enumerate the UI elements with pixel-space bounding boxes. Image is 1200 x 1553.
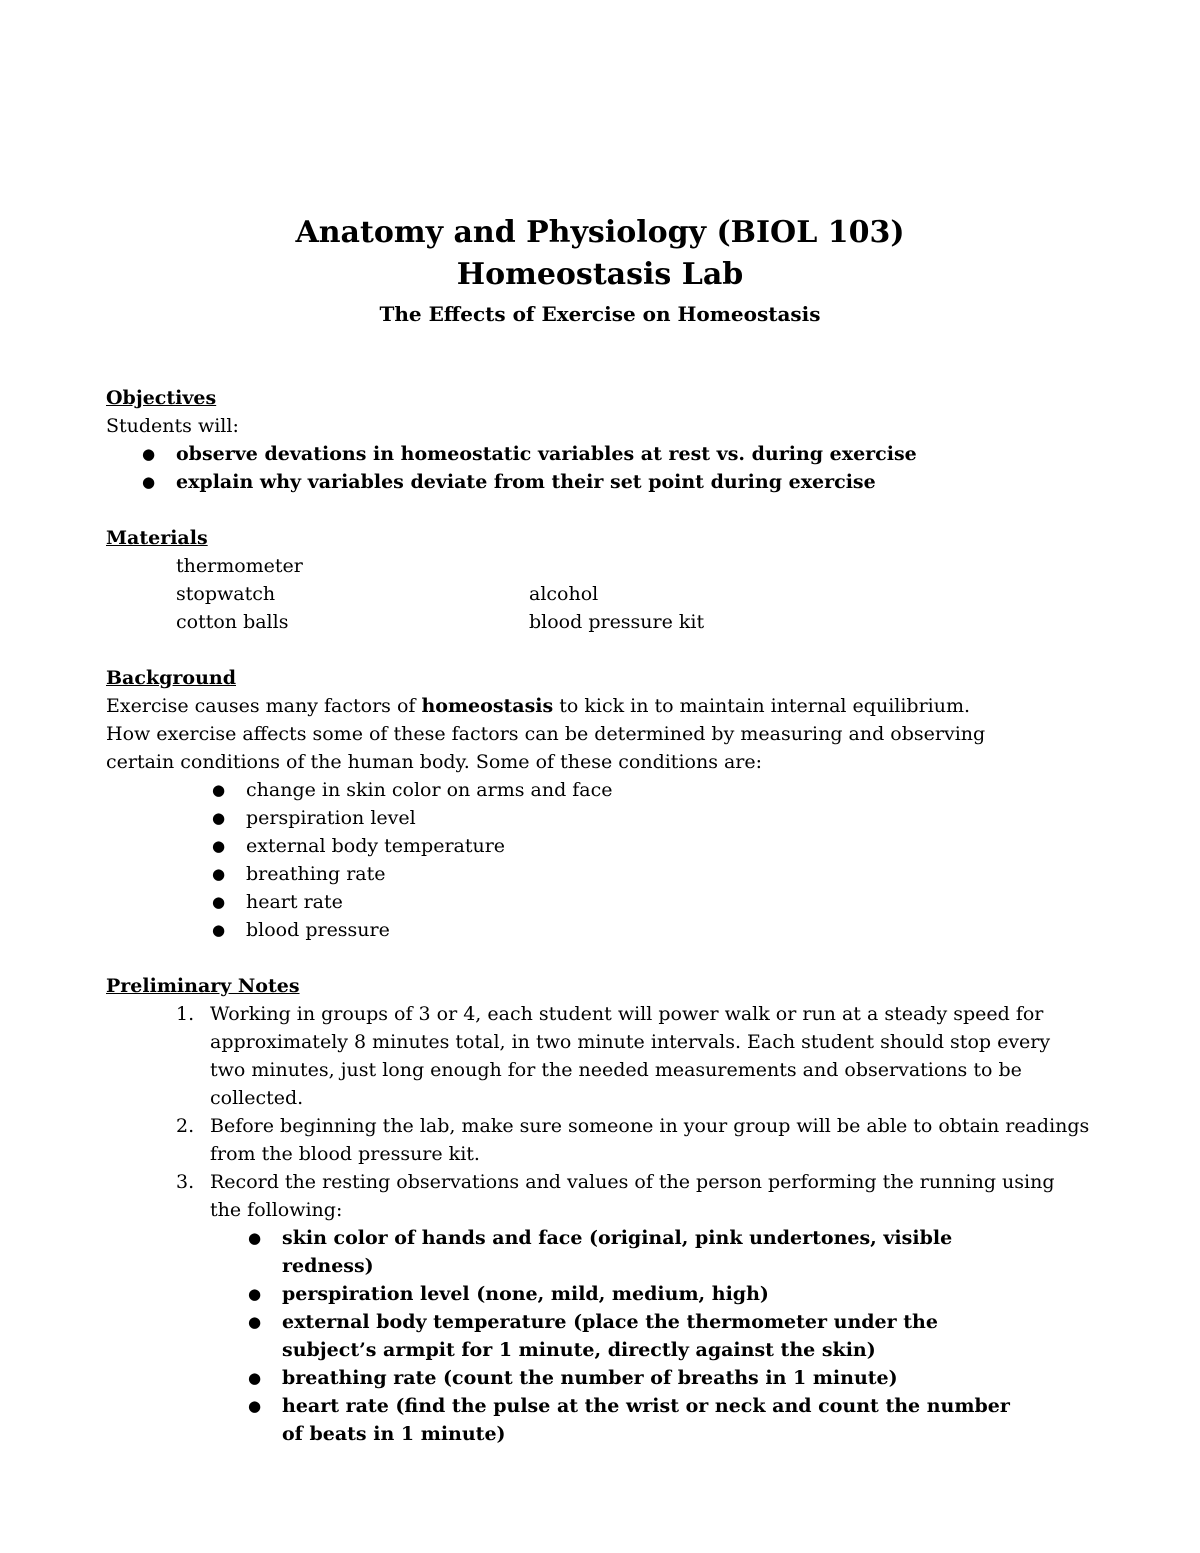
list-item: ● breathing rate (246, 860, 1106, 888)
list-item: ● external body temperature (246, 832, 1106, 860)
step-item: 1. Working in groups of 3 or 4, each student will power walk or run at a steady speed for approximately 8 minutes total, in two minute intervals. Each student should stop every two minutes, just long enough for the needed measurements and observations to be collected. (176, 1003, 1051, 1109)
materials-heading: Materials (106, 527, 208, 549)
measurement-list (210, 1224, 1022, 1448)
list-item: ● perspiration level (246, 804, 1106, 832)
objectives-section (106, 384, 1106, 496)
list-item: ● breathing rate (count the number of breaths in 1 minute) (282, 1364, 1022, 1392)
bullet-icon: ● (212, 837, 226, 855)
bullet-icon: ● (142, 445, 156, 463)
bullet-icon: ● (212, 893, 226, 911)
notes-heading: Preliminary Notes (106, 975, 300, 997)
background-paragraph-2: How exercise affects some of these factors can be determined by measuring and observing certain conditions of the human body. Some of these conditions are: (106, 723, 986, 773)
course-title: Anatomy and Physiology (BIOL 103) (295, 215, 905, 250)
notes-steps (106, 1000, 1090, 1448)
list-item: ● perspiration level (none, mild, medium, high) (282, 1280, 1022, 1308)
background-paragraph-1: Exercise causes many factors of homeostasis to kick in to maintain internal equilibrium. (106, 695, 971, 717)
material-item: cotton balls (176, 611, 289, 633)
document-page (106, 212, 1106, 1476)
list-item: ● heart rate (246, 888, 1106, 916)
list-item: ● change in skin color on arms and face (246, 776, 1106, 804)
materials-grid (106, 552, 1106, 636)
material-item (529, 552, 829, 580)
objectives-heading: Objectives (106, 387, 217, 409)
list-item: ● blood pressure (246, 916, 1106, 944)
list-item: ● skin color of hands and face (original, pink undertones, visible redness) (282, 1224, 1022, 1280)
bullet-icon: ● (212, 809, 226, 827)
bullet-icon: ● (248, 1285, 262, 1303)
step-item: 3. Record the resting observations and values of the person performing the running using the following: ● skin color of hands and face (original, pink undertones, visible redness) ● perspiration level (none, mild, medium, high) ● external body temperature (place the thermometer under the subject’s armpit for 1 minute, directly against the skin) ● breathing rate (count the number of breaths in 1 minute) ● heart rate (find the pulse at the wrist or neck and count the number of beats in 1 minute) (210, 1168, 1090, 1448)
lab-subtitle: The Effects of Exercise on Homeostasis (379, 302, 821, 326)
bullet-icon: ● (248, 1397, 262, 1415)
materials-section (106, 524, 1106, 636)
bullet-icon: ● (142, 473, 156, 491)
notes-section (106, 972, 1106, 1448)
bullet-icon: ● (212, 781, 226, 799)
homeostasis-term: homeostasis (421, 695, 554, 717)
material-item: alcohol (529, 583, 599, 605)
material-item: stopwatch (176, 583, 276, 605)
step-item: 2. Before beginning the lab, make sure someone in your group will be able to obtain readings from the blood pressure kit. (176, 1115, 1090, 1165)
list-item: ● external body temperature (place the thermometer under the subject’s armpit for 1 minute, directly against the skin) (282, 1308, 1022, 1364)
material-item: thermometer (176, 555, 303, 577)
lab-title: Homeostasis Lab (456, 257, 744, 292)
material-item: blood pressure kit (529, 611, 705, 633)
bullet-icon: ● (212, 865, 226, 883)
background-section (106, 664, 1106, 944)
bullet-icon: ● (248, 1369, 262, 1387)
bullet-icon: ● (248, 1229, 262, 1247)
conditions-list (106, 776, 1106, 944)
list-item: ● explain why variables deviate from their set point during exercise (176, 468, 1106, 496)
objectives-intro: Students will: (106, 415, 239, 437)
bullet-icon: ● (212, 921, 226, 939)
list-item: ● observe devations in homeostatic variables at rest vs. during exercise (176, 440, 1106, 468)
list-item: ● heart rate (find the pulse at the wrist or neck and count the number of beats in 1 minute) (282, 1392, 1022, 1448)
objectives-list (106, 440, 1106, 496)
bullet-icon: ● (248, 1313, 262, 1331)
title-block (106, 212, 1094, 332)
background-heading: Background (106, 667, 236, 689)
